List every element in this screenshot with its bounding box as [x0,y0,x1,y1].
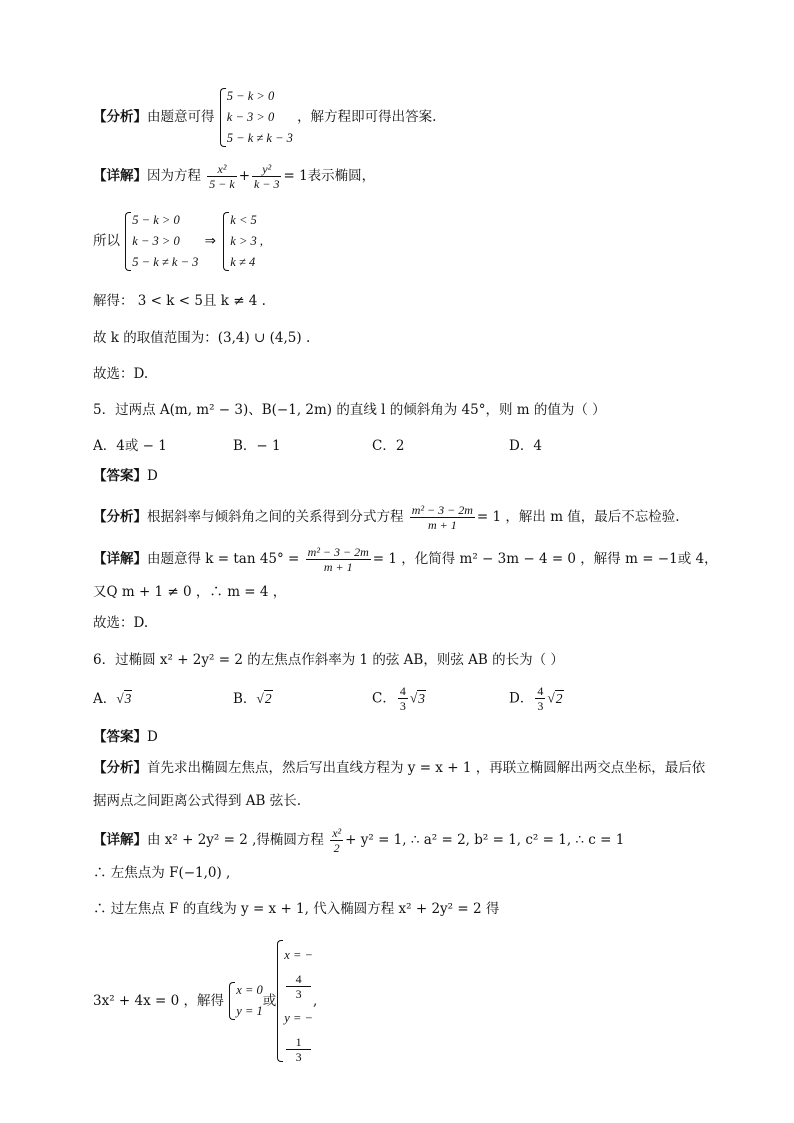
jiede-row: 解得： 3 < k < 5且 k ≠ 4 . [93,293,266,309]
fenxi-row-1 [93,86,436,149]
guxuan-row-1: 故选：D. [93,366,149,382]
q6-option-c: C． $\frac{4}{3}$ √3 [372,684,426,713]
xiangjie-row-1: 【详解】因为方程 $\frac{\text{x²}}{5 - k}$ + $\frac{\text{y²}}{k - 3}$ = 1表示椭圆， [93,162,376,191]
q6-option-d: D． $\frac{4}{3}$ √2 [509,684,563,713]
fenxi-tag: 【分析】 [93,760,147,776]
range-row: 故 k 的取值范围为：(3,4) ∪ (4,5) . [93,330,311,346]
q5-option-c: C．2 [372,438,405,454]
fenxi-text-post: ，解方程即可得出答案. [297,109,437,125]
q6-options [93,684,693,714]
q6-stem: 6．过椭圆 x² + 2y² = 2 的左焦点作斜率为 1 的弦 AB，则弦 AB 的长为（ ） [93,652,564,668]
fenxi-system [219,86,293,149]
q6-fenxi-2: 据两点之间距离公式得到 AB 弦长. [93,793,302,809]
xiangjie-text: 因为方程 [147,168,201,184]
q5-answer [93,467,158,485]
fraction: $\frac{\text{x²}}{2}$ [332,826,342,855]
xiangjie-tag: 【详解】 [93,551,147,567]
system-a: 5 − k > 0 k − 3 > 0 5 − k ≠ k − 3 [124,210,198,273]
answer-tag: 【答案】 [93,729,147,745]
q6-line: ∴ 过左焦点 F 的直线为 y = x + 1, 代入椭圆方程 x² + 2y² = 2 得 [93,901,500,917]
solution-1: x = 0 y = 1 [228,980,262,1022]
fenxi-tag: 【分析】 [93,509,147,525]
q6-solve: 3x² + 4x = 0 ，解得 x = 0 y = 1 或 x = − 4 3 y = − 1 3 , [93,938,317,1008]
fraction: $\frac{\text{m² − 3 − 2m}}{m + 1}$ [307,545,369,574]
q6-xiangjie: 【详解】由 x² + 2y² = 2 ,得椭圆方程 $\frac{\text{x²}}{2}$ + y² = 1, ∴ a² = 2, b² = 1, c² = 1, ∴ c = 1 [93,826,625,855]
q5-xiangjie: 【详解】由题意得 k = tan 45° = $\frac{\text{m² − 3 − 2m}}{m + 1}$ = 1 ，化简得 m² − 3m − 4 = 0 ，解得 m = −1或 4， [93,545,718,574]
suoyi-text: 所以 [93,233,120,249]
q5-fenxi: 【分析】根据斜率与倾斜角之间的关系得到分式方程 $\frac{\text{m² − 3 − 2m}}{m + 1}$ = 1 ，解出 m 值，最后不忘检验. [93,503,680,532]
q5-you: 又Q m + 1 ≠ 0 ，∴ m = 4 ， [93,584,287,600]
xiangjie-text-post: = 1表示椭圆， [283,168,376,184]
implies-symbol: ⇒ [204,233,216,249]
suoyi-row [93,210,263,273]
fenxi-text: 由题意可得 [147,109,215,125]
solution-2: x = − 4 3 y = − 1 3 [276,938,313,1064]
answer-value: D [147,729,158,745]
q5-option-b: B．− 1 [233,438,281,454]
xiangjie-tag: 【详解】 [93,168,147,184]
q5-guxuan: 故选：D. [93,615,149,631]
q6-focus: ∴ 左焦点为 F(−1,0) , [93,865,231,881]
fraction: $\frac{\text{x²}}{5 - k}$ [209,162,235,191]
answer-value: D [147,468,158,484]
q6-option-b: B．√2 [233,691,272,707]
system-b: k < 5 k > 3 , k ≠ 4 [222,210,263,273]
sys-line: 5 − k ≠ k − 3 [226,131,293,145]
q5-option-d: D．4 [509,438,542,454]
fraction: $\frac{\text{y²}}{k - 3}$ [254,162,280,191]
fraction: $\frac{\text{m² − 3 − 2m}}{m + 1}$ [411,503,473,532]
sys-line: k − 3 > 0 [226,110,275,124]
q6-option-a: A．√3 [93,691,132,707]
sys-line: 5 − k > 0 [226,89,275,103]
q6-fenxi-1: 【分析】首先求出椭圆左焦点，然后写出直线方程为 y = x + 1 ，再联立椭圆解出两交点坐标，最后依 [93,760,706,776]
xiangjie-tag: 【详解】 [93,832,147,848]
q5-stem: 5．过两点 A(m, m² − 3)、B(−1, 2m) 的直线 l 的倾斜角为 45°，则 m 的值为（ ） [93,402,606,418]
q5-option-a: A．4或 − 1 [93,438,167,454]
q6-answer [93,728,158,746]
fenxi-tag: 【分析】 [93,109,147,125]
answer-tag: 【答案】 [93,468,147,484]
